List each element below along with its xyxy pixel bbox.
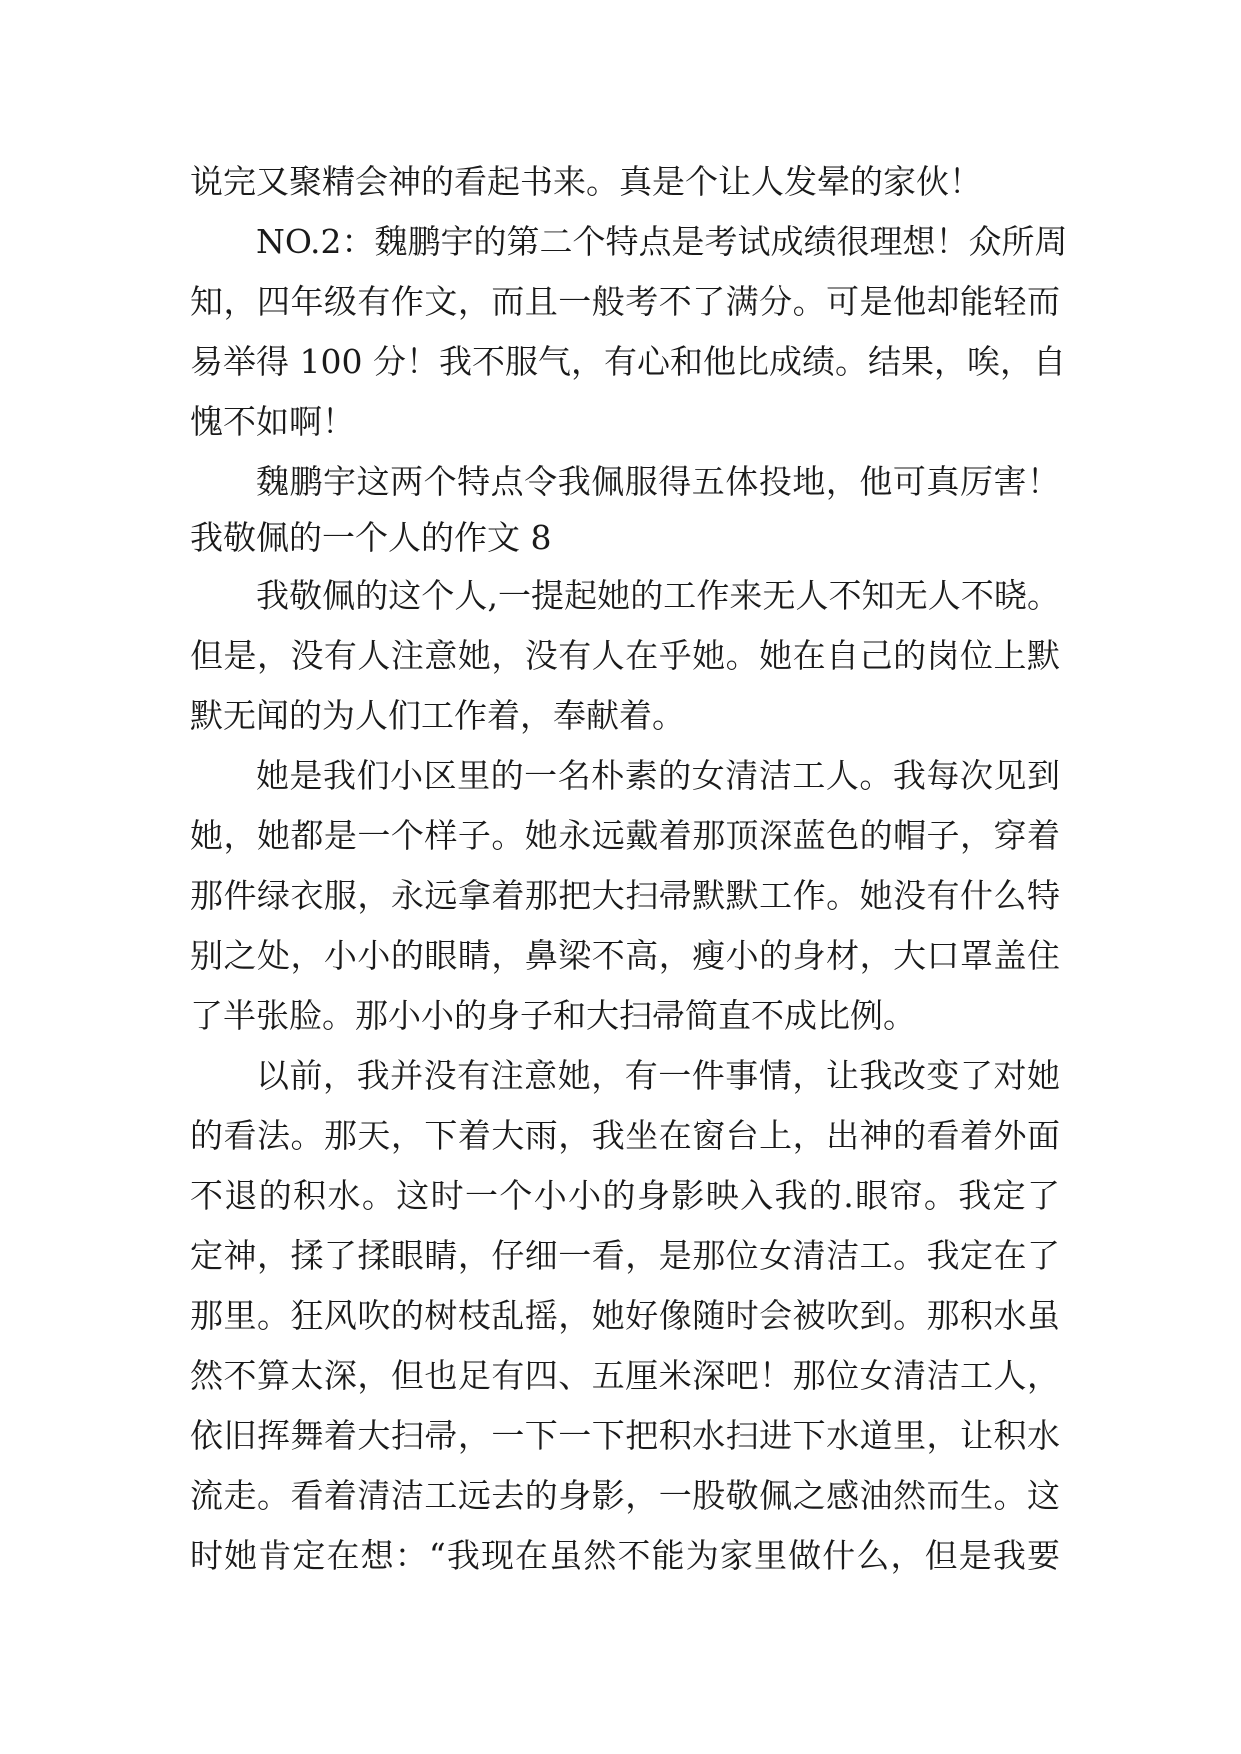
paragraph-first-line: 她是我们小区里的一名朴素的女清洁工人。我每次见到	[256, 756, 1060, 795]
text-line: 愧不如啊！	[190, 402, 355, 441]
section-title: 我敬佩的一个人的作文 8	[190, 518, 552, 557]
text-line: 知，四年级有作文，而且一般考不了满分。可是他却能轻而	[190, 282, 1060, 321]
text-line: 流走。看着清洁工远去的身影，一股敬佩之感油然而生。这	[190, 1476, 1060, 1515]
text-line: 定神，揉了揉眼睛，仔细一看，是那位女清洁工。我定在了	[190, 1236, 1060, 1275]
text-line: 易举得 100 分！我不服气，有心和他比成绩。结果，唉，自	[190, 342, 1066, 381]
text-line: 别之处，小小的眼睛，鼻梁不高，瘦小的身材，大口罩盖住	[190, 936, 1060, 975]
paragraph-first-line: 以前，我并没有注意她，有一件事情，让我改变了对她	[256, 1056, 1060, 1095]
text-line: 然不算太深，但也足有四、五厘米深吧！那位女清洁工人，	[190, 1356, 1060, 1395]
text-line: 了半张脸。那小小的身子和大扫帚简直不成比例。	[190, 996, 916, 1035]
text-line: 的看法。那天，下着大雨，我坐在窗台上，出神的看着外面	[190, 1116, 1060, 1155]
paragraph-first-line: 我敬佩的这个人,一提起她的工作来无人不知无人不晓。	[256, 576, 1060, 615]
text-line: 不退的积水。这时一个小小的身影映入我的.眼帘。我定了	[190, 1176, 1060, 1215]
paragraph-first-line: 魏鹏宇这两个特点令我佩服得五体投地，他可真厉害！	[256, 462, 1060, 501]
text-line: 时她肯定在想：“我现在虽然不能为家里做什么，但是我要	[190, 1536, 1060, 1575]
text-line: 说完又聚精会神的看起书来。真是个让人发晕的家伙！	[190, 162, 982, 201]
text-line: 默无闻的为人们工作着，奉献着。	[190, 696, 685, 735]
text-line: 那里。狂风吹的树枝乱摇，她好像随时会被吹到。那积水虽	[190, 1296, 1060, 1335]
paragraph-first-line: NO.2：魏鹏宇的第二个特点是考试成绩很理想！众所周	[256, 222, 1068, 261]
text-line: 那件绿衣服，永远拿着那把大扫帚默默工作。她没有什么特	[190, 876, 1060, 915]
text-line: 她，她都是一个样子。她永远戴着那顶深蓝色的帽子，穿着	[190, 816, 1060, 855]
text-line: 依旧挥舞着大扫帚，一下一下把积水扫进下水道里，让积水	[190, 1416, 1060, 1455]
text-line: 但是，没有人注意她，没有人在乎她。她在自己的岗位上默	[190, 636, 1060, 675]
